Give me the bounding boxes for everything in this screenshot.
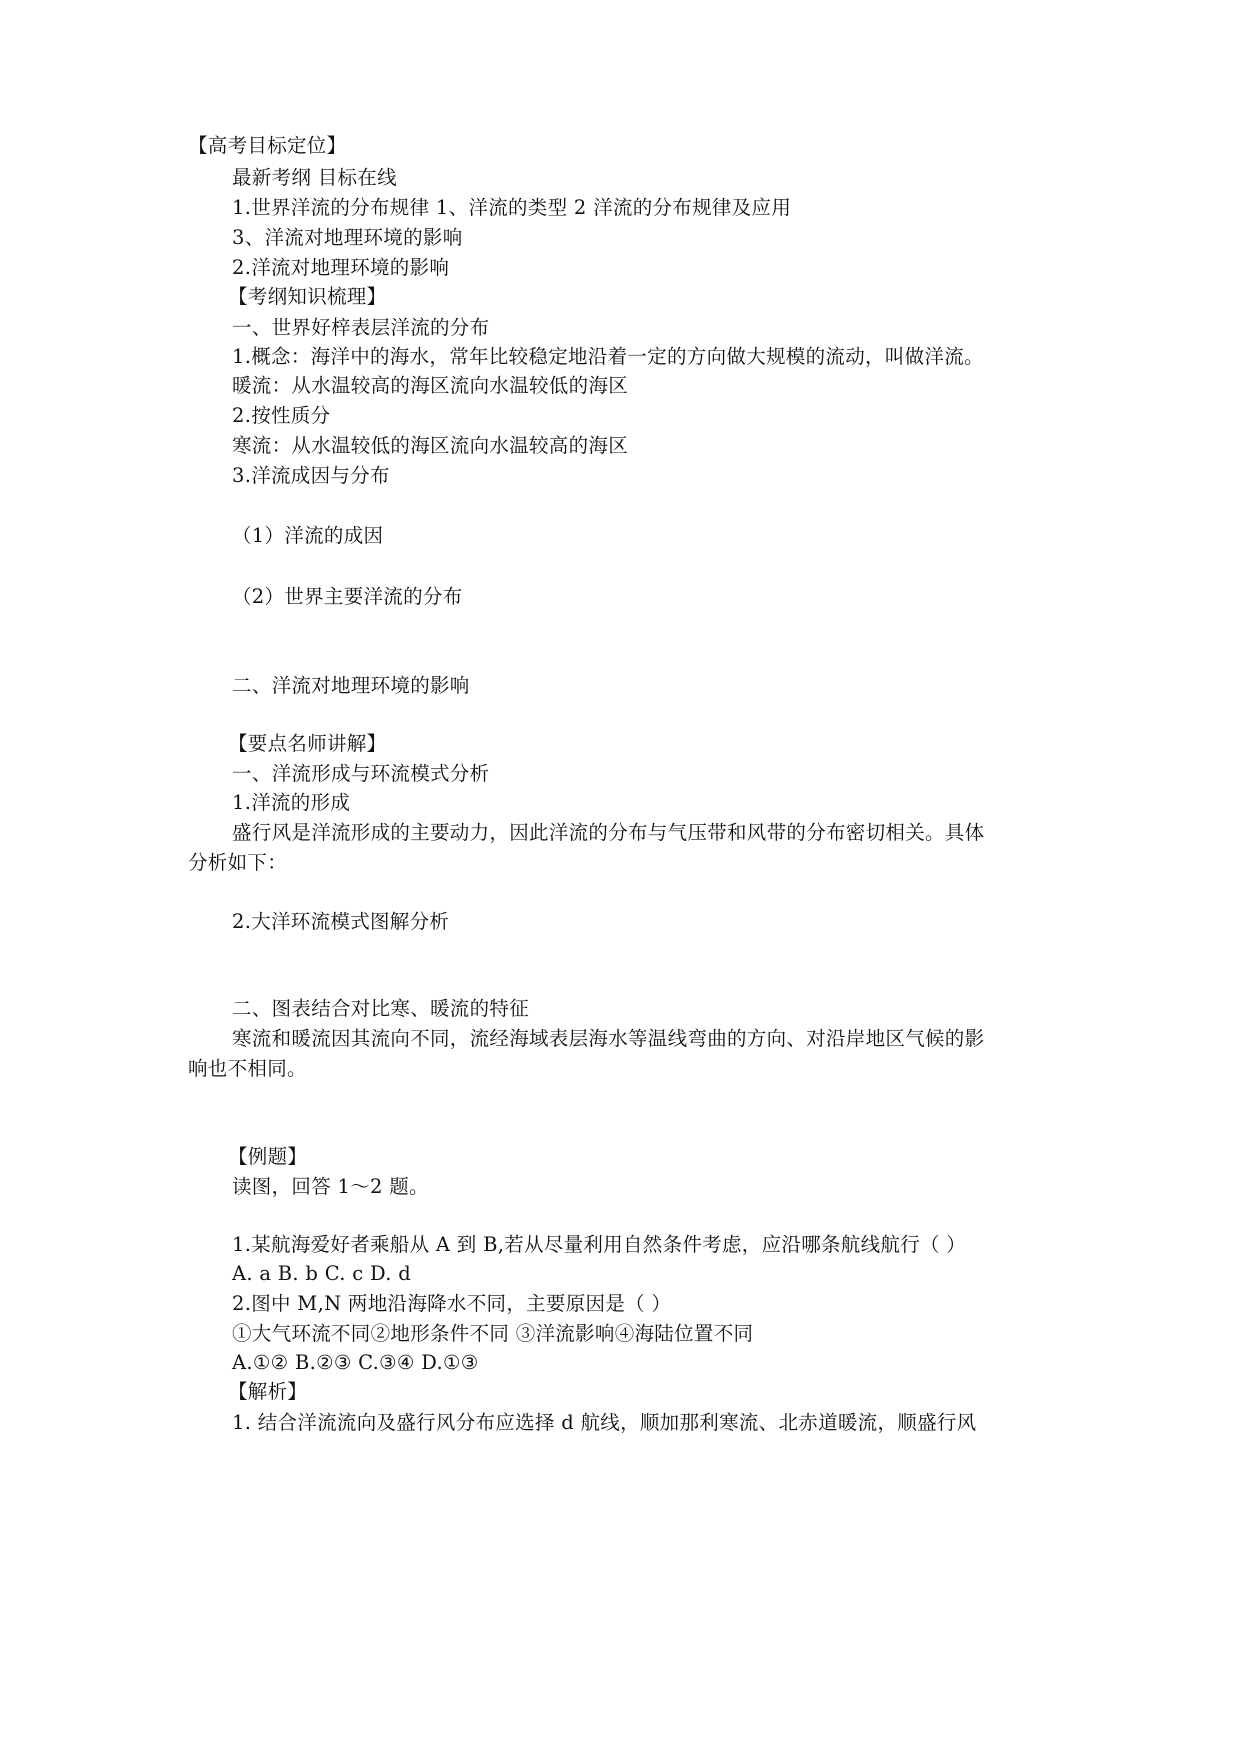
question-1: 1.某航海爱好者乘船从 A 到 B,若从尽量利用自然条件考虑，应沿哪条航线航行（ ）	[232, 1233, 967, 1256]
knowledge-cold-current: 寒流：从水温较低的海区流向水温较高的海区	[232, 434, 629, 457]
knowledge-part1-title: 一、世界好梓表层洋流的分布	[232, 316, 490, 339]
question-1-options: A. a B. b C. c D. d	[232, 1262, 411, 1285]
knowledge-cause: （1）洋流的成因	[232, 524, 384, 547]
lecture-header: 【要点名师讲解】	[228, 732, 387, 755]
lecture-part2-text-1: 寒流和暖流因其流向不同，流经海域表层海水等温线弯曲的方向、对沿岸地区气候的影	[232, 1027, 985, 1050]
example-header: 【例题】	[228, 1145, 308, 1168]
knowledge-cause-distribution: 3.洋流成因与分布	[232, 464, 390, 487]
target-header: 【高考目标定位】	[188, 134, 347, 157]
lecture-part1-title: 一、洋流形成与环流模式分析	[232, 762, 490, 785]
question-2-items: ①大气环流不同②地形条件不同 ③洋流影响④海陆位置不同	[232, 1322, 754, 1345]
lecture-formation-text-2: 分析如下：	[188, 851, 288, 874]
analysis-line-1: 1. 结合洋流流向及盛行风分布应选择 d 航线，顺加那利寒流、北赤道暖流，顺盛行风	[232, 1411, 977, 1434]
knowledge-header: 【考纲知识梳理】	[228, 285, 387, 308]
target-line-1: 1.世界洋流的分布规律 1、洋流的类型 2 洋流的分布规律及应用	[232, 196, 792, 219]
lecture-formation: 1.洋流的形成	[232, 791, 351, 814]
target-line-3: 2.洋流对地理环境的影响	[232, 256, 450, 279]
lecture-part2-title: 二、图表结合对比寒、暖流的特征	[232, 997, 530, 1020]
question-2: 2.图中 M,N 两地沿海降水不同，主要原因是（ ）	[232, 1292, 672, 1315]
analysis-header: 【解析】	[228, 1380, 308, 1403]
knowledge-warm-current: 暖流：从水温较高的海区流向水温较低的海区	[232, 374, 629, 397]
lecture-formation-text-1: 盛行风是洋流形成的主要动力，因此洋流的分布与气压带和风带的分布密切相关。具体	[232, 821, 985, 844]
knowledge-concept: 1.概念：海洋中的海水，常年比较稳定地沿着一定的方向做大规模的流动，叫做洋流。	[232, 345, 984, 368]
target-line-2: 3、洋流对地理环境的影响	[232, 226, 463, 249]
lecture-part2-text-2: 响也不相同。	[188, 1057, 307, 1080]
lecture-pattern: 2.大洋环流模式图解分析	[232, 910, 450, 933]
knowledge-distribution: （2）世界主要洋流的分布	[232, 585, 463, 608]
question-2-options: A.①② B.②③ C.③④ D.①③	[232, 1351, 479, 1374]
knowledge-part2-title: 二、洋流对地理环境的影响	[232, 674, 470, 697]
target-subtitle: 最新考纲 目标在线	[232, 166, 397, 189]
example-intro: 读图，回答 1～2 题。	[232, 1175, 429, 1198]
knowledge-by-nature: 2.按性质分	[232, 404, 331, 427]
